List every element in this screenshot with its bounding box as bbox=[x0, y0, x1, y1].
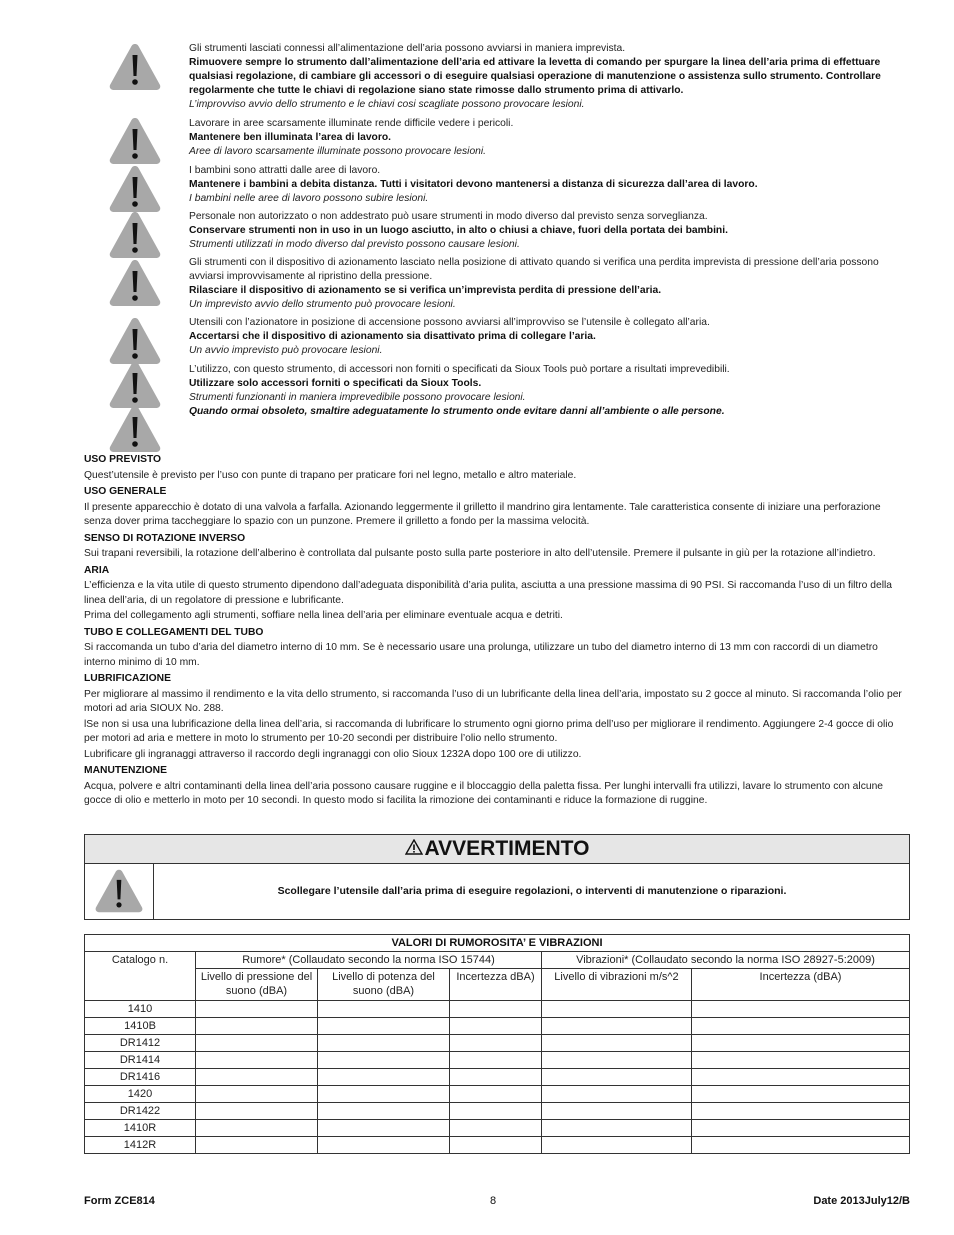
section-paragraph: Si raccomanda un tubo d’aria del diametro interno di 10 mm. Se è necessario usare una prolunga, utilizzare un tubo del diametro interno di 13 mm con raccordi di un diametro interno minimo di 10 mm. bbox=[84, 642, 878, 668]
warning-text bbox=[189, 210, 914, 252]
sub-header: Livello di vibrazioni m/s^2 bbox=[542, 969, 692, 1001]
warning-line-italic: Un avvio imprevisto può provocare lesioni. bbox=[189, 345, 383, 356]
noise-header: Rumore* (Collaudato secondo la norma ISO 15744) bbox=[196, 952, 542, 969]
warning-text bbox=[189, 363, 914, 405]
warning-line-bold: Mantenere i bambini a debita distanza. Tutti i visitatori devono mantenersi a distanza di sicurezza dall’area di lavoro. bbox=[189, 179, 758, 190]
avvertimento-icon-cell bbox=[85, 864, 154, 919]
value-cell bbox=[450, 1086, 542, 1103]
table-row bbox=[85, 1137, 910, 1154]
warning-triangle-icon bbox=[108, 316, 162, 366]
avvertimento-message: Scollegare l’utensile dall’aria prima di eseguire regolazioni, o interventi di manutenzione o riparazioni. bbox=[277, 885, 787, 897]
catalog-cell: 1420 bbox=[85, 1086, 196, 1103]
table-row bbox=[85, 1018, 910, 1035]
warning-triangle-icon bbox=[108, 360, 162, 410]
vibration-header: Vibrazioni* (Collaudato secondo la norma ISO 28927-5:2009) bbox=[542, 952, 910, 969]
catalog-cell: 1410B bbox=[85, 1018, 196, 1035]
catalog-cell: 1410R bbox=[85, 1120, 196, 1137]
date-code: Date 2013July12/B bbox=[813, 1195, 910, 1207]
catalog-cell: 1410 bbox=[85, 1001, 196, 1018]
section-paragraph: L’efficienza e la vita utile di questo strumento dipendono dall’adeguata disponibilità d’aria pulita, asciutta a una pressione massima di 90 PSI. Si raccomanda l’uso di un filtro della linea dell’aria, di un regolatore di pressione e lubrificante. bbox=[84, 580, 893, 606]
section-heading: SENSO DI ROTAZIONE INVERSO bbox=[84, 532, 246, 544]
value-cell bbox=[450, 1103, 542, 1120]
warning-line-italic: L’improvviso avvio dello strumento e le chiavi cosi scagliate possono provocare lesioni. bbox=[189, 99, 585, 110]
warning-triangle-icon bbox=[94, 867, 144, 915]
section-heading: TUBO E COLLEGAMENTI DEL TUBO bbox=[84, 626, 264, 638]
value-cell bbox=[450, 1018, 542, 1035]
warning-line-normal: Gli strumenti lasciati connessi all’alimentazione dell’aria possono avviarsi in maniera imprevista. bbox=[189, 43, 626, 54]
value-cell bbox=[542, 1035, 692, 1052]
value-cell bbox=[450, 1120, 542, 1137]
section-heading: LUBRIFICAZIONE bbox=[84, 673, 171, 684]
noise-vibration-table bbox=[84, 934, 910, 1154]
warning-text bbox=[189, 117, 914, 159]
warning-line-normal: Utensili con l’azionatore in posizione di accensione possono avviarsi all’improvviso se l’utensile è collegato all’aria. bbox=[189, 317, 710, 328]
value-cell bbox=[450, 1001, 542, 1018]
sections-column bbox=[84, 451, 910, 809]
warning-line-italic: Un imprevisto avvio dello strumento può provocare lesioni. bbox=[189, 299, 456, 310]
value-cell bbox=[318, 1120, 450, 1137]
section-heading: MANUTENZIONE bbox=[84, 765, 167, 776]
value-cell bbox=[318, 1018, 450, 1035]
value-cell bbox=[318, 1137, 450, 1154]
warning-text bbox=[189, 316, 914, 358]
warning-line-bold: Accertarsi che il dispositivo di azionamento sia disattivato prima di collegare l’aria. bbox=[189, 331, 596, 342]
warning-line-normal: Gli strumenti con il dispositivo di azionamento lasciato nella posizione di attivato quando si verifica una perdita imprevista di pressione dell’aria possono avviarsi improvvisamente al ripristino della pressione. bbox=[189, 257, 879, 282]
value-cell bbox=[692, 1069, 910, 1086]
value-cell bbox=[542, 1120, 692, 1137]
sub-header: Incertezza (dBA) bbox=[692, 969, 910, 1001]
value-cell bbox=[542, 1001, 692, 1018]
form-number: Form ZCE814 bbox=[84, 1195, 155, 1207]
section-paragraph: Il presente apparecchio è dotato di una valvola a farfalla. Azionando leggermente il grilletto il mandrino gira lentamente. Tale caratteristica consente di iniziare una perforazione senza dover prima taccheggiare lo spazio con un punzone. Premere il grilletto a fondo per la massima velocità. bbox=[84, 501, 881, 527]
sub-header: Incertezza dBA) bbox=[450, 969, 542, 1001]
value-cell bbox=[450, 1137, 542, 1154]
section-paragraph: Sui trapani reversibili, la rotazione dell’alberino è controllata dal pulsante posto sulla parte posteriore in alto dell’utensile. Premere il pulsante in giù per la rotazione all’indietro. bbox=[84, 548, 876, 559]
value-cell bbox=[196, 1035, 318, 1052]
warning-line-normal: I bambini sono attratti dalle aree di lavoro. bbox=[189, 165, 381, 176]
value-cell bbox=[692, 1052, 910, 1069]
avvertimento-header bbox=[85, 835, 909, 864]
table-row bbox=[85, 1069, 910, 1086]
section-paragraph: Acqua, polvere e altri contaminanti della linea dell’aria possono causare ruggine e il bloccaggio della paletta fissa. Per lunghi intervalli fra utilizzi, lavare lo strumento con alcune gocce di olio e metterlo in moto per 10 secondi. In questo modo si facilita la rimozione dei contaminanti e riduce la formazione di ruggine. bbox=[84, 780, 884, 806]
value-cell bbox=[196, 1052, 318, 1069]
section-heading: USO GENERALE bbox=[84, 486, 167, 497]
warning-triangle-icon bbox=[108, 258, 162, 308]
value-cell bbox=[318, 1086, 450, 1103]
value-cell bbox=[542, 1069, 692, 1086]
value-cell bbox=[692, 1035, 910, 1052]
sub-header: Livello di potenza del suono (dBA) bbox=[318, 969, 450, 1001]
section-paragraph: lSe non si usa una lubrificazione della linea dell’aria, si raccomanda di lubrificare lo strumento ogni giorno prima dell’uso per migliorare il rendimento. Aggiungere 2-4 gocce di olio per motori ad aria e mettere in moto lo strumento per 10-20 secondi per distribuire l’olio nello strumento. bbox=[84, 718, 894, 744]
page-number: 8 bbox=[490, 1195, 497, 1207]
value-cell bbox=[692, 1086, 910, 1103]
value-cell bbox=[692, 1103, 910, 1120]
value-cell bbox=[692, 1120, 910, 1137]
value-cell bbox=[318, 1035, 450, 1052]
warning-text bbox=[189, 42, 914, 112]
value-cell bbox=[692, 1001, 910, 1018]
catalog-cell: DR1422 bbox=[85, 1103, 196, 1120]
table-row bbox=[85, 1103, 910, 1120]
section-heading: USO PREVISTO bbox=[84, 454, 162, 465]
value-cell bbox=[318, 1103, 450, 1120]
value-cell bbox=[196, 1069, 318, 1086]
table-row bbox=[85, 1052, 910, 1069]
warning-triangle-icon bbox=[108, 42, 162, 92]
warning-text bbox=[189, 164, 914, 206]
warning-line-italic: I bambini nelle aree di lavoro possono subire lesioni. bbox=[189, 193, 429, 204]
warning-line-bold: Conservare strumenti non in uso in un luogo asciutto, in alto o chiusi a chiave, fuori della portata dei bambini. bbox=[189, 225, 728, 236]
value-cell bbox=[692, 1018, 910, 1035]
section-paragraph: Per migliorare al massimo il rendimento e la vita dello strumento, si raccomanda l’uso di un lubrificante della linea dell’aria, impostato su 2 gocce al minuto. Si raccomanda l’olio per motori ad aria SIOUX No. 288. bbox=[84, 688, 902, 714]
section-paragraph: Prima del collegamento agli strumenti, soffiare nella linea dell’aria per eliminare eventuale acqua e detriti. bbox=[84, 610, 563, 621]
avvertimento-box bbox=[84, 834, 910, 920]
value-cell bbox=[542, 1086, 692, 1103]
value-cell bbox=[542, 1018, 692, 1035]
value-cell bbox=[318, 1069, 450, 1086]
warning-line-normal: Lavorare in aree scarsamente illuminate rende difficile vedere i pericoli. bbox=[189, 118, 514, 129]
value-cell bbox=[542, 1103, 692, 1120]
section-paragraph: Quest’utensile è previsto per l’uso con punte di trapano per praticare fori nel legno, metallo e altro materiale. bbox=[84, 469, 577, 481]
warning-line-italic: Strumenti utilizzati in modo diverso dal previsto possono causare lesioni. bbox=[189, 239, 520, 250]
warning-line-italic: Strumenti funzionanti in maniera imprevedibile possono provocare lesioni. bbox=[189, 392, 526, 403]
warning-triangle-icon bbox=[108, 404, 162, 454]
warning-line-bold: Utilizzare solo accessori forniti o specificati da Sioux Tools. bbox=[189, 378, 482, 389]
catalog-cell: 1412R bbox=[85, 1137, 196, 1154]
catalog-cell: DR1416 bbox=[85, 1069, 196, 1086]
table-row bbox=[85, 1001, 910, 1018]
catalog-cell: DR1414 bbox=[85, 1052, 196, 1069]
value-cell bbox=[196, 1120, 318, 1137]
table-row bbox=[85, 1086, 910, 1103]
warning-triangle-icon bbox=[108, 210, 162, 260]
warning-line-bold: Rimuovere sempre lo strumento dall’alimentazione dell’aria ed attivare la levetta di comando per spurgare la linea dell’aria prima di effettuare qualsiasi regolazione, di cambiare gli accessori o di eseguire qualsiasi operazione di manutenzione o assistenza sullo strumento. Controllare regolarmente che tutte le chiavi di regolazione siano state rimosse dallo strumento prima di attivarlo. bbox=[189, 57, 881, 96]
warning-outline-icon bbox=[405, 835, 423, 863]
value-cell bbox=[542, 1052, 692, 1069]
value-cell bbox=[450, 1035, 542, 1052]
value-cell bbox=[692, 1137, 910, 1154]
value-cell bbox=[318, 1001, 450, 1018]
value-cell bbox=[450, 1052, 542, 1069]
warning-triangle-icon bbox=[108, 164, 162, 214]
section-paragraph: Lubrificare gli ingranaggi attraverso il raccordo degli ingranaggi con olio Sioux 1232A dopo 100 ore di utilizzo. bbox=[84, 748, 582, 760]
warning-triangle-icon bbox=[108, 116, 162, 166]
sub-header: Livello di pressione del suono (dBA) bbox=[196, 969, 318, 1001]
value-cell bbox=[196, 1018, 318, 1035]
warning-text bbox=[189, 256, 914, 312]
warning-text bbox=[189, 405, 914, 419]
table-title: VALORI DI RUMOROSITA’ E VIBRAZIONI bbox=[85, 935, 910, 952]
warning-line-bold: Rilasciare il dispositivo di azionamento se si verifica un’imprevista perdita di pressione dell’aria. bbox=[189, 285, 662, 296]
warning-line-bolditalic: Quando ormai obsoleto, smaltire adeguatamente lo strumento onde evitare danni all’ambiente o alle persone. bbox=[189, 406, 725, 417]
value-cell bbox=[196, 1001, 318, 1018]
warning-line-bold: Mantenere ben illuminata l’area di lavoro. bbox=[189, 132, 391, 143]
warning-line-normal: L’utilizzo, con questo strumento, di accessori non forniti o specificati da Sioux Tools può portare a risultati imprevedibili. bbox=[189, 364, 730, 375]
value-cell bbox=[450, 1069, 542, 1086]
avvertimento-title: AVVERTIMENTO bbox=[424, 837, 590, 860]
catalog-cell: DR1412 bbox=[85, 1035, 196, 1052]
value-cell bbox=[196, 1103, 318, 1120]
catalog-header: Catalogo n. bbox=[85, 952, 196, 1001]
section-heading: ARIA bbox=[84, 564, 110, 576]
value-cell bbox=[318, 1052, 450, 1069]
value-cell bbox=[542, 1137, 692, 1154]
table-row bbox=[85, 1120, 910, 1137]
value-cell bbox=[196, 1137, 318, 1154]
value-cell bbox=[196, 1086, 318, 1103]
warning-line-normal: Personale non autorizzato o non addestrato può usare strumenti in modo diverso dal previsto senza sorveglianza. bbox=[189, 211, 708, 222]
table-row bbox=[85, 1035, 910, 1052]
warning-line-italic: Aree di lavoro scarsamente illuminate possono provocare lesioni. bbox=[189, 146, 487, 157]
